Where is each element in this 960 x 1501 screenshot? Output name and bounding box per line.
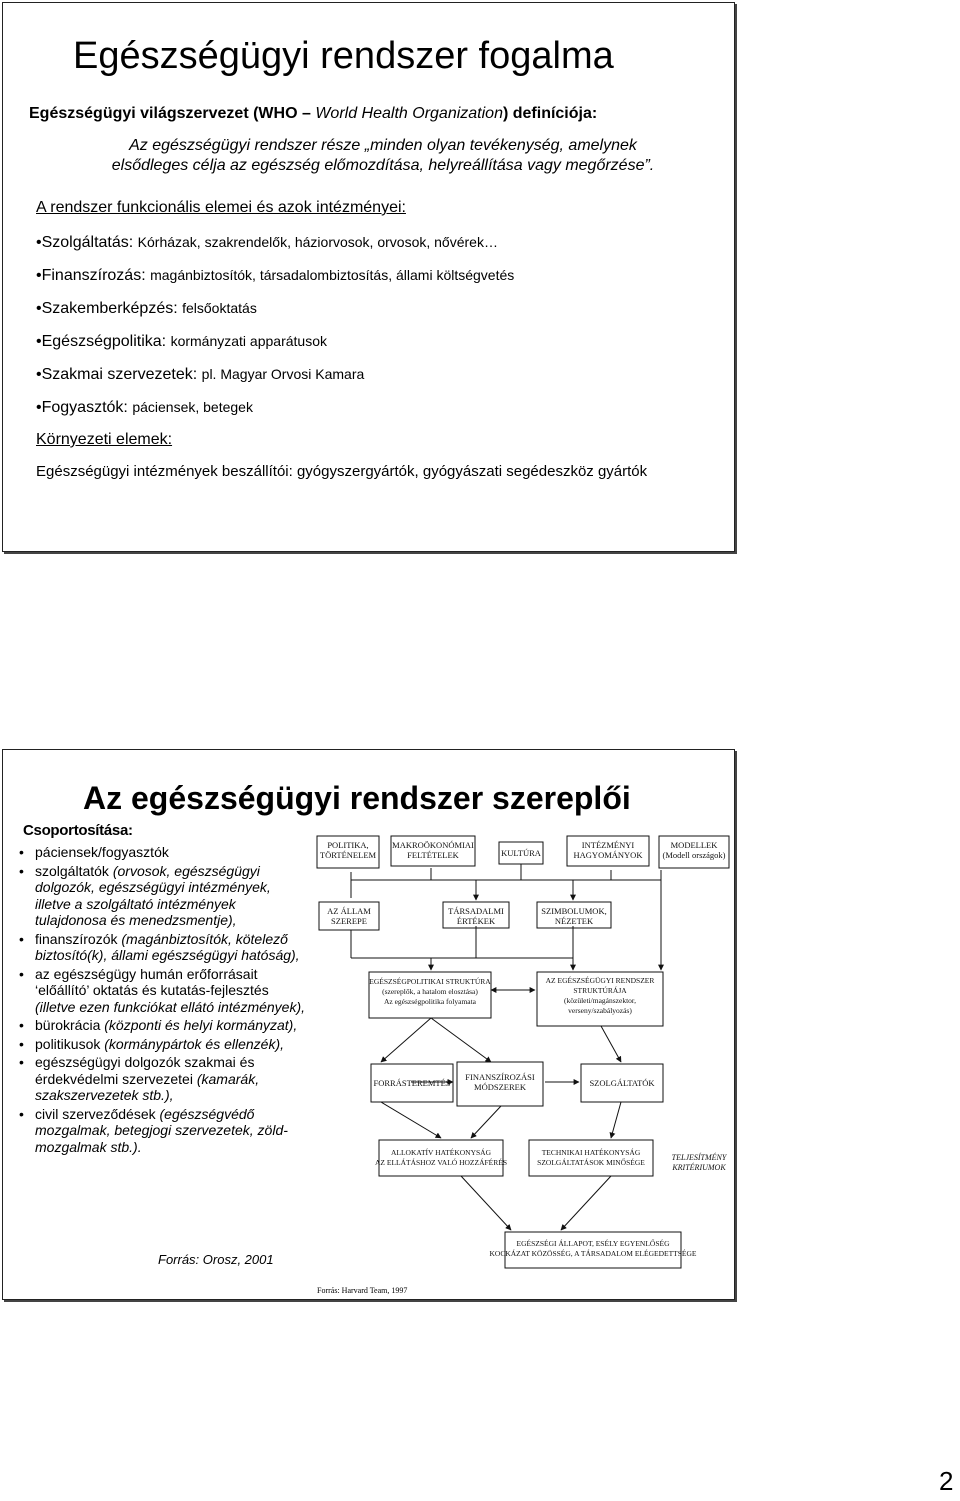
list-item: • egészségügyi dolgozók szakmai és érdekvédelmi szervezetei (kamarák, szakszervezetek stb.), [17, 1054, 307, 1104]
who-definition-heading: Egészségügyi világszervezet (WHO – World Health Organization) definíciója: [29, 105, 598, 122]
environment-text: Egészségügyi intézmények beszállítói: gyógyszergyártók, gyógyászati segédeszköz gyártók [36, 463, 648, 480]
slide-definition [2, 2, 735, 552]
list-item: •Fogyasztók: páciensek, betegek [36, 399, 253, 416]
box-modellek: MODELLEK (Modell országok) [662, 840, 726, 860]
health-system-diagram [311, 830, 731, 1285]
box-politika: POLITIKA, TÖRTÉNELEM [319, 840, 377, 860]
box-allam: AZ ÁLLAM SZEREPE [327, 906, 371, 926]
actors-list [17, 844, 307, 1157]
box-tarsadalmi: TÁRSADALMI ÉRTÉKEK [448, 906, 504, 926]
slide-actors [2, 749, 735, 1300]
box-egeszsegpolitikai-struktura: EGÉSZSÉGPOLITIKAI STRUKTÚRA (szereplők, a hatalom elosztása) Az egészségpolitika folyamata [369, 977, 491, 1006]
slide-title: Egészségügyi rendszer fogalma [73, 35, 614, 77]
box-rendszer-struktura: AZ EGÉSZSÉGÜGYI RENDSZER STRUKTÚRÁJA (közületi/magánszektor, verseny/szabályozás) [545, 976, 655, 1015]
list-item: • civil szerveződések (egészségvédő mozgalmak, betegjogi szervezetek, zöld-mozgalmak stb.). [17, 1106, 307, 1156]
list-item: •Szakmai szervezetek: pl. Magyar Orvosi Kamara [36, 366, 365, 383]
list-item: •Finanszírozás: magánbiztosítók, társadalombiztosítás, állami költségvetés [36, 267, 515, 284]
box-technikai: TECHNIKAI HATÉKONYSÁG SZOLGÁLTATÁSOK MINŐSÉGE [537, 1148, 645, 1167]
box-finanszirozasi: FINANSZÍROZÁSI MÓDSZEREK [465, 1072, 535, 1092]
list-item: •Egészségpolitika: kormányzati apparátusok [36, 333, 327, 350]
label-teljesitmeny: TELJESÍTMÉNY KRITÉRIUMOK [671, 1153, 727, 1172]
slide-title: Az egészségügyi rendszer szereplői [83, 780, 631, 816]
box-forrasteremtes: FORRÁSTEREMTÉS [373, 1078, 451, 1088]
box-intezmenyi: INTÉZMÉNYI HAGYOMÁNYOK [573, 840, 643, 860]
list-item: •Szakemberképzés: felsőoktatás [36, 300, 257, 317]
functional-heading: A rendszer funkcionális elemei és azok intézményei: [36, 199, 406, 216]
box-szolgaltatok: SZOLGÁLTATÓK [589, 1078, 655, 1088]
list-item: • páciensek/fogyasztók [17, 844, 307, 861]
list-item: • bürokrácia (központi és helyi kormányzat), [17, 1017, 307, 1034]
group-heading: Csoportosítása: [23, 822, 133, 839]
list-item: • finanszírozók (magánbiztosítók, kötelező biztosító(k), állami egészségügyi hatóság), [17, 931, 307, 964]
box-szimbolumok: SZIMBOLUMOK, NÉZETEK [541, 906, 607, 926]
list-item: • politikusok (kormánypártok és ellenzék), [17, 1036, 307, 1053]
list-item: •Szolgáltatás: Kórházak, szakrendelők, háziorvosok, orvosok, nővérek… [36, 234, 498, 251]
box-allokativ: ALLOKATÍV HATÉKONYSÁG AZ ELLÁTÁSHOZ VALÓ HOZZÁFÉRÉS [374, 1148, 508, 1167]
box-egeszsegi-allapot: EGÉSZSÉGI ÁLLAPOT, ESÉLY EGYENLŐSÉG KOCKÁZAT KÖZÖSSÉG, A TÁRSADALOM ELÉGEDETTSÉGE [489, 1239, 697, 1258]
source-note: Forrás: Orosz, 2001 [158, 1252, 274, 1267]
harvard-source: Forrás: Harvard Team, 1997 [317, 1286, 408, 1295]
page-number: 2 [939, 1466, 954, 1496]
box-kultura: KULTÚRA [501, 848, 541, 858]
environment-heading: Környezeti elemek: [36, 431, 173, 448]
box-makro: MAKROÖKONÓMIAI FELTÉTELEK [392, 840, 474, 860]
who-definition-quote: Az egészségügyi rendszer része „minden olyan tevékenység, amelynek elsődleges célja az egészség előmozdítása, helyreállítása vagy megőrzése”. [111, 137, 655, 174]
list-item: • szolgáltatók (orvosok, egészségügyi dolgozók, egészségügyi intézmények, illetve a szolgáltató intézmények tulajdonosa és menedzsmentje), [17, 863, 307, 929]
list-item: • az egészségügy humán erőforrásait ‘előállító’ oktatás és kutatás-fejlesztés (illetve ezen funkciókat ellátó intézmények), [17, 966, 307, 1016]
